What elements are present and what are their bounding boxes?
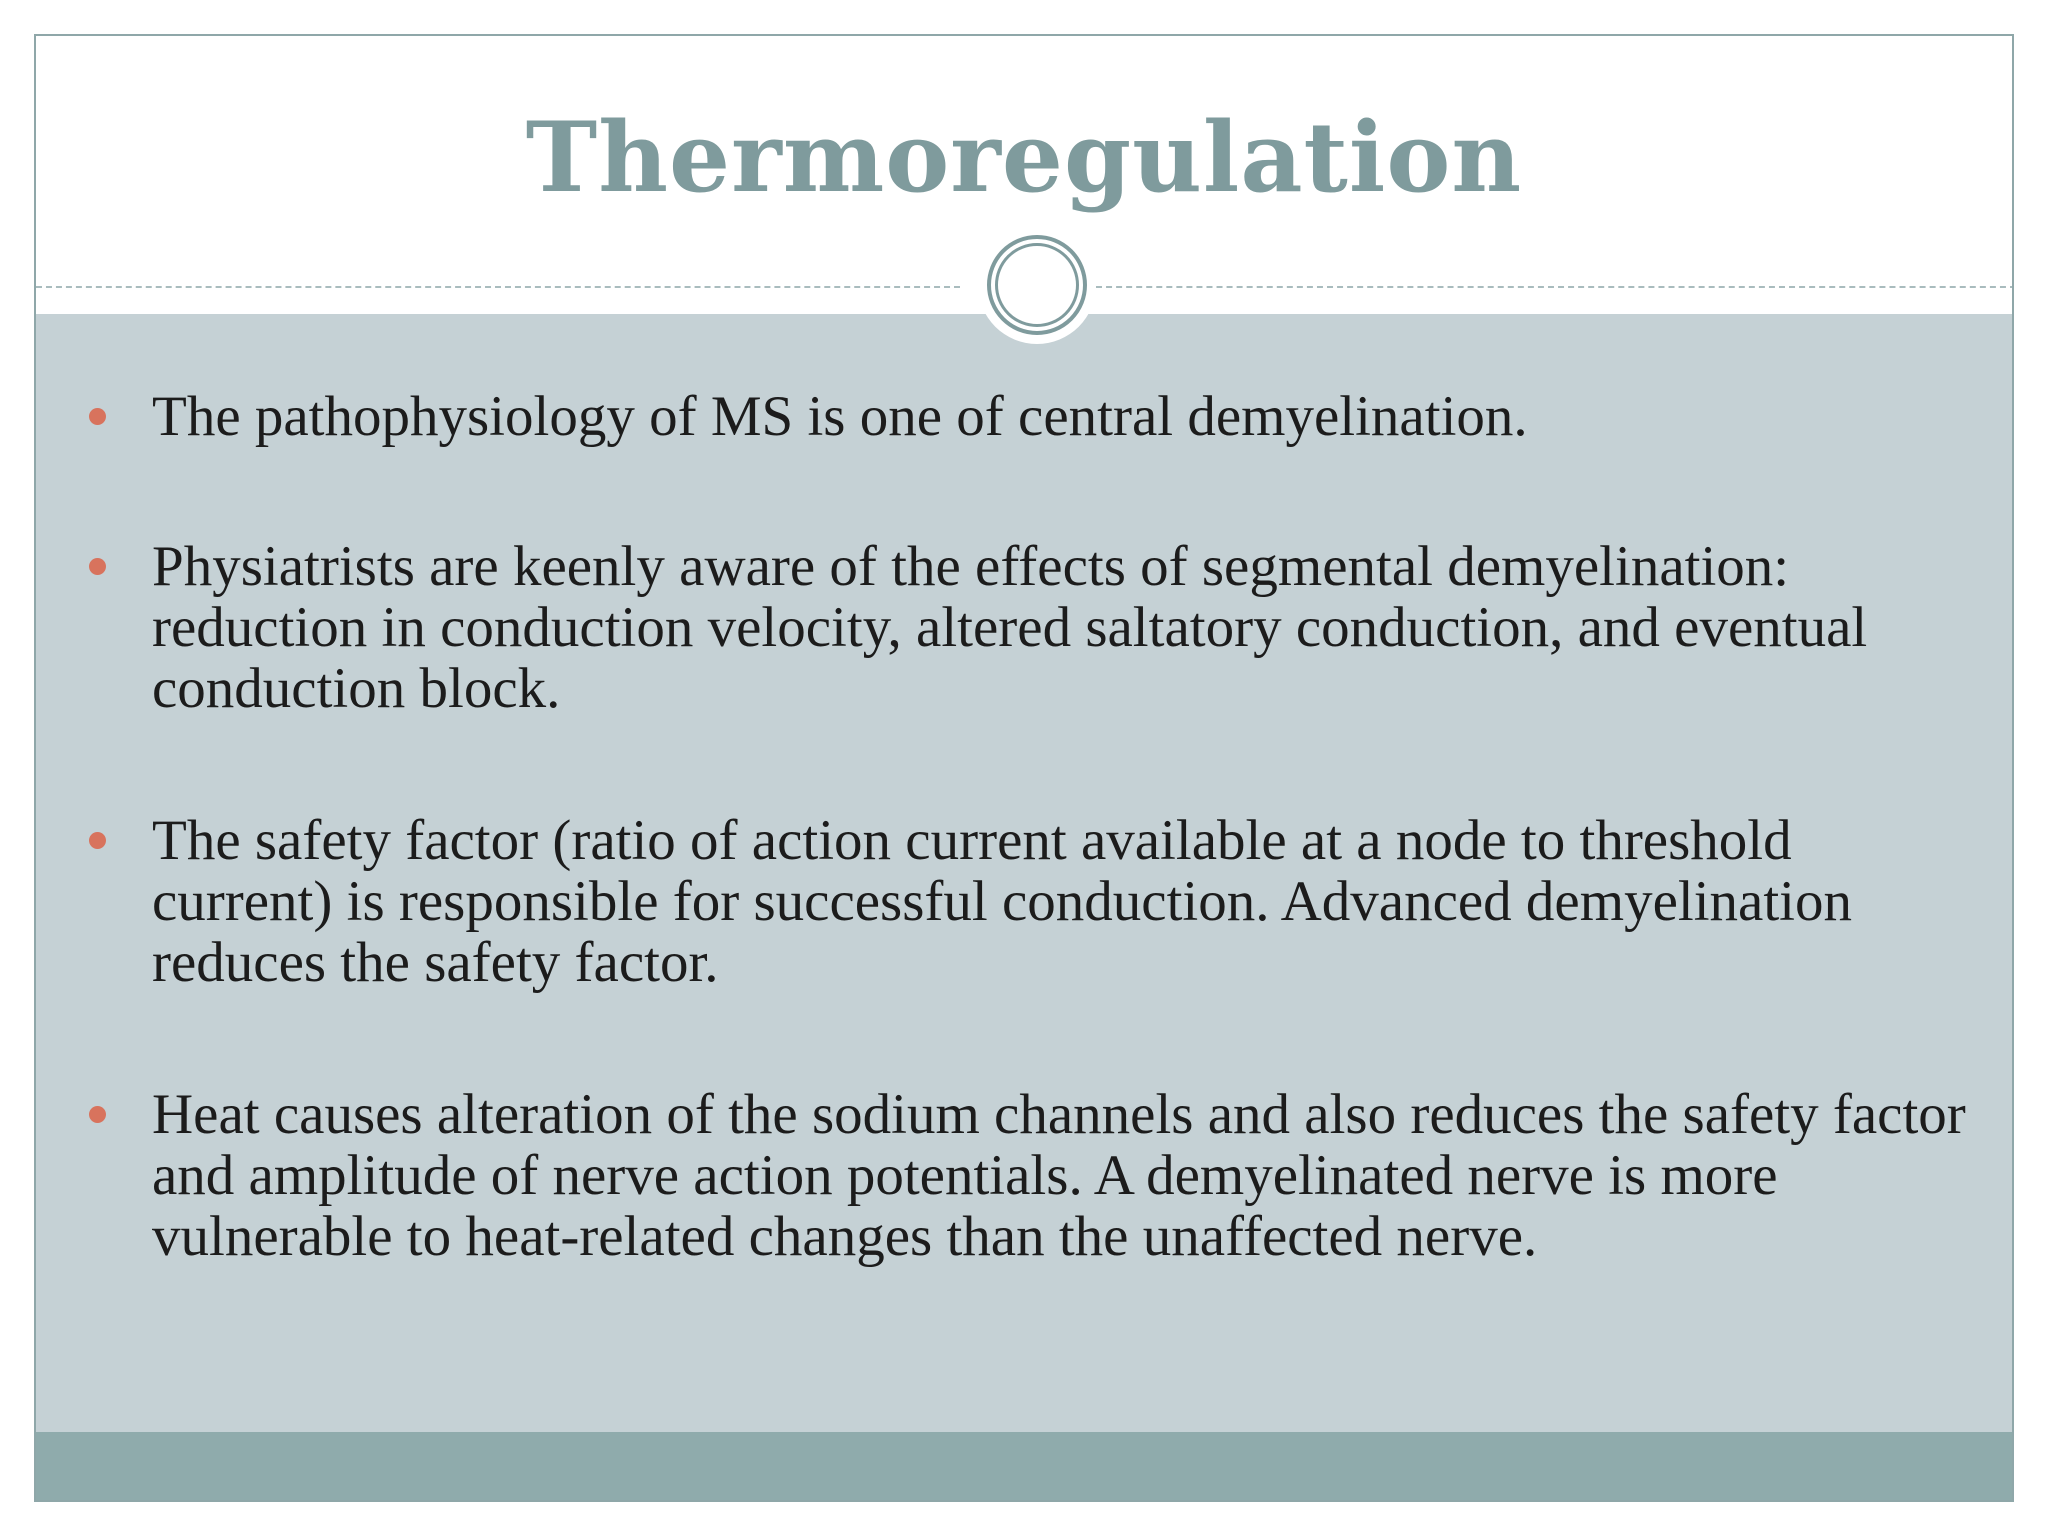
bullet-text: Physiatrists are keenly aware of the effects of segmental demyelination: reduction in conduction velocity, altered saltatory conduction, and eventual conduction block. <box>152 535 1868 720</box>
bullet-dot-icon <box>89 1106 106 1123</box>
bullet-dot-icon <box>89 558 106 575</box>
bullet-item <box>152 386 1982 447</box>
slide-title: Thermoregulation <box>525 101 1523 214</box>
bullet-item <box>152 810 1982 993</box>
footer-band <box>36 1432 2012 1502</box>
bullet-text: Heat causes alteration of the sodium channels and also reduces the safety factor and amplitude of nerve action potentials. A demyelinated nerve is more vulnerable to heat-related changes than the unaffected nerve. <box>152 1083 1966 1268</box>
slide <box>34 34 2014 1502</box>
bullet-text: The safety factor (ratio of action current available at a node to threshold current) is responsible for successful conduction. Advanced demyelination reduces the safety factor. <box>152 809 1853 994</box>
bullet-text: The pathophysiology of MS is one of central demyelination. <box>152 385 1528 448</box>
double-ring-circle-icon <box>978 226 1096 344</box>
title-divider-left <box>36 286 960 288</box>
bullet-dot-icon <box>89 408 106 425</box>
title-divider-right <box>1096 286 2014 288</box>
bullet-item <box>152 1084 1982 1267</box>
bullet-item <box>152 536 1982 719</box>
bullet-dot-icon <box>89 832 106 849</box>
inner-ring <box>995 243 1079 327</box>
content-area <box>36 314 2012 1432</box>
